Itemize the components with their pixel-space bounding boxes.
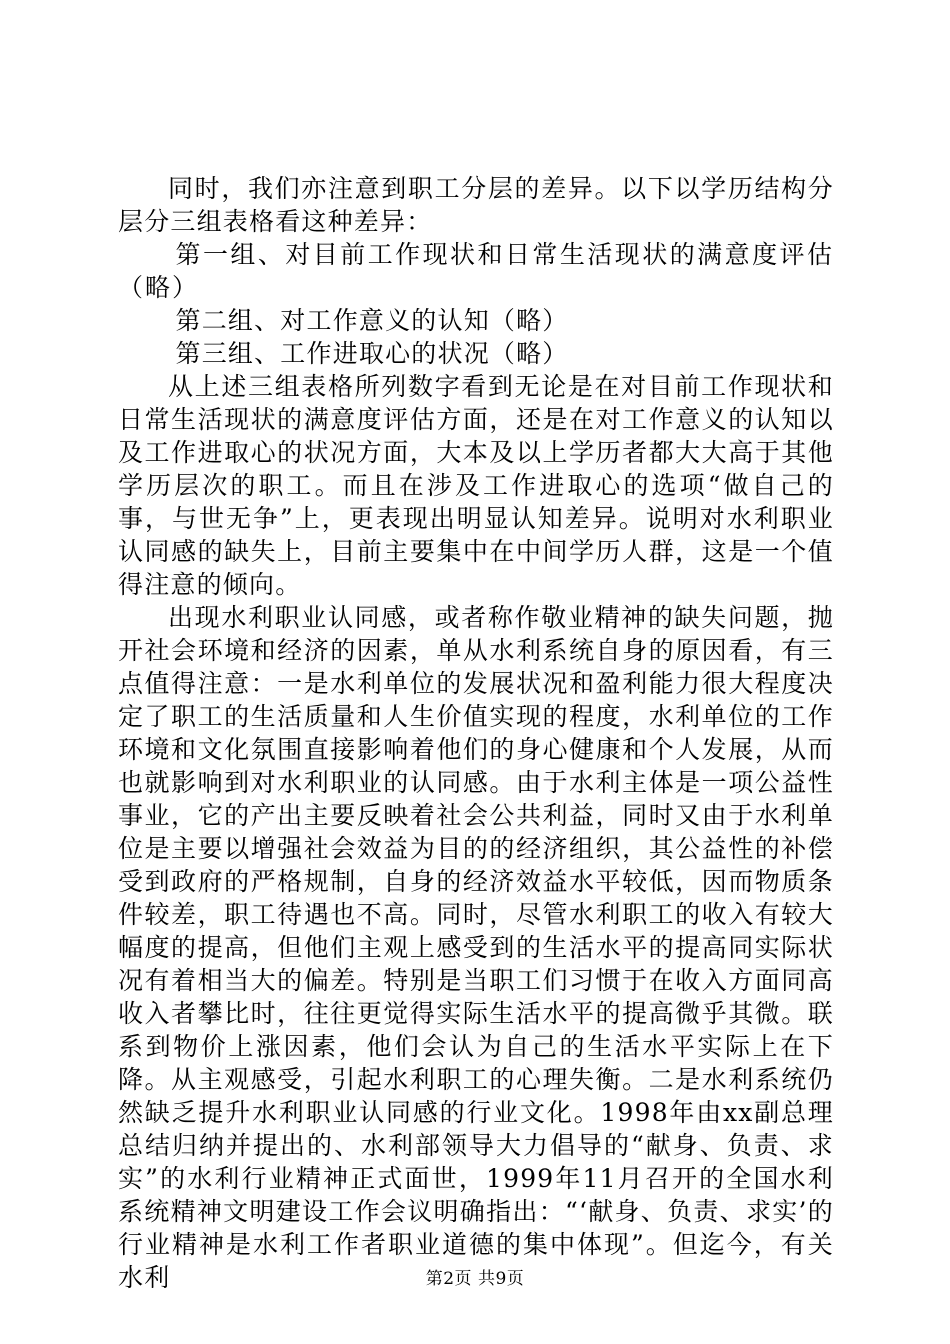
paragraph-group-three: 第三组、工作进取心的状况（略） — [175, 339, 569, 368]
paragraph-intro: 同时，我们亦注意到职工分层的差异。以下以学历结构分层分三组表格看这种差异： — [118, 174, 834, 236]
document-body — [118, 172, 834, 1294]
paragraph-causes: 出现水利职业认同感，或者称作敬业精神的缺失问题，抛开社会环境和经济的因素，单从水利系统自身的原因看，有三点值得注意：一是水利单位的发展状况和盈利能力很大程度决定了职工的生活质量和人生价值实现的程度，水利单位的工作环境和文化氛围直接影响着他们的身心健康和个人发展，从而也就影响到对水利职业的认同感。由于水利主体是一项公益性事业，它的产出主要反映着社会公共利益，同时又由于水利单位是主要以增强社会效益为目的的经济组织，其公益性的补偿受到政府的严格规制，自身的经济效益水平较低，因而物质条件较差，职工待遇也不高。同时，尽管水利职工的收入有较大幅度的提高，但他们主观上感受到的生活水平的提高同实际状况有着相当大的偏差。特别是当职工们习惯于在收入方面同高收入者攀比时，往往更觉得实际生活水平的提高微乎其微。联系到物价上涨因素，他们会认为自己的生活水平实际上在下降。从主观感受，引起水利职工的心理失衡。二是水利系统仍然缺乏提升水利职业认同感的行业文化。1998年由xx副总理总结归纳并提出的、水利部领导大力倡导的“献身、负责、求实”的水利行业精神正式面世，1999年11月召开的全国水利系统精神文明建设工作会议明确指出：“‘献身、负责、求实’的行业精神是水利工作者职业道德的集中体现”。但迄今，有关水利 — [118, 603, 834, 1292]
paragraph-group-two: 第二组、对工作意义的认知（略） — [175, 306, 569, 335]
paragraph-analysis: 从上述三组表格所列数字看到无论是在对目前工作现状和日常生活现状的满意度评估方面，还是在对工作意义的认知以及工作进取心的状况方面，大本及以上学历者都大大高于其他学历层次的职工。而且在涉及工作进取心的选项“做自己的事，与世无争”上，更表现出明显认知差异。说明对水利职业认同感的缺失上，目前主要集中在中间学历人群，这是一个值得注意的倾向。 — [118, 372, 834, 599]
page-number-label: 第2页 共9页 — [425, 1269, 525, 1289]
paragraph-group-one: 第一组、对目前工作现状和日常生活现状的满意度评估（略） — [118, 240, 834, 302]
page-footer — [0, 1268, 950, 1290]
